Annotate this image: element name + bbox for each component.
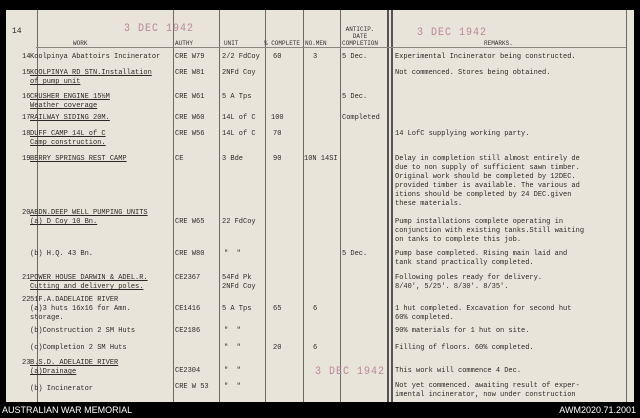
- authy-cell: CE: [175, 155, 184, 163]
- percent-cell: 90: [273, 155, 282, 163]
- authy-cell: CE1416: [175, 305, 201, 313]
- column-rule: [391, 10, 393, 402]
- authy-cell: CRE W61: [175, 93, 205, 101]
- date-stamp: 3 DEC 1942: [315, 366, 386, 379]
- column-rule: [265, 10, 266, 402]
- row-number: 15: [22, 69, 31, 77]
- column-rule: [387, 10, 389, 402]
- column-rule: [173, 10, 174, 402]
- remarks-cell: 14 LofC supplying working party.: [395, 130, 530, 138]
- remarks-cell: Pump base completed. Rising main laid and tank stand practically completed.: [395, 250, 568, 267]
- row-number: 19: [22, 155, 31, 163]
- men-cell: 10N 14SI: [304, 155, 338, 163]
- date-cell: 5 Dec.: [342, 53, 368, 61]
- work-cell: (b)Construction 2 SM Huts: [30, 327, 136, 335]
- column-rule: [219, 10, 220, 402]
- work-cell: 51F.A.DADELAIDE RIVER (a)3 huts 16x16 for Amn. storage.: [30, 296, 131, 322]
- footer-source: AUSTRALIAN WAR MEMORIAL: [2, 405, 133, 415]
- authy-cell: CRE W 53: [175, 383, 209, 391]
- unit-cell: 2NFd Coy: [222, 69, 256, 77]
- column-rule: [303, 10, 304, 402]
- authy-cell: CE2186: [175, 327, 201, 335]
- row-number: 22: [22, 296, 31, 304]
- percent-cell: 70: [273, 130, 282, 138]
- header-remarks: REMARKS.: [484, 40, 513, 47]
- work-cell: Koolpinya Abattoirs Incinerator: [30, 53, 161, 61]
- remarks-cell: This work will commence 4 Dec.: [395, 367, 522, 375]
- header-authy: AUTHY: [175, 40, 194, 47]
- work-cell: DUFF CAMP 14L of C Camp construction.: [30, 130, 106, 147]
- remarks-cell: 90% materials for 1 hut on site.: [395, 327, 530, 335]
- row-number: 20: [22, 209, 31, 217]
- date-cell: Completed: [342, 114, 380, 122]
- work-cell: (b) Incinerator: [30, 385, 94, 393]
- remarks-cell: Delay in completion still almost entirely de due to non supply of sufficient sawn timber. Original work should be completed by 12DEC. provided timber is available. The various ad itions should be completed by 24 DEC.given these materials.: [395, 155, 580, 208]
- unit-cell: " ": [224, 344, 241, 352]
- work-cell: CRUSHER ENGINE 15½M Weather coverage: [30, 93, 110, 110]
- remarks-cell: Following poles ready for delivery. 8/40', 5/25'. 8/30'. 8/35'.: [395, 274, 543, 291]
- work-cell: KOOLPINYA RD STN.Installation of pump unit: [30, 69, 152, 86]
- work-cell: ABDN.DEEP WELL PUMPING UNITS (a) D Coy 10 Bn.: [30, 209, 148, 226]
- work-cell: (b) H.Q. 43 Bn.: [30, 250, 94, 258]
- remarks-cell: Experimental Incinerator being constructed.: [395, 53, 576, 61]
- unit-cell: 14L of C: [222, 130, 256, 138]
- document-page: [6, 10, 634, 402]
- unit-cell: 22 FdCoy: [222, 218, 256, 226]
- row-number: 14: [22, 53, 31, 61]
- remarks-cell: Filling of floors. 60% completed.: [395, 344, 534, 352]
- men-cell: 6: [313, 344, 318, 352]
- header-complete: % COMPLETE: [264, 40, 301, 47]
- date-stamp: 3 DEC 1942: [124, 23, 195, 36]
- unit-cell: " ": [224, 250, 241, 258]
- header-work: WORK: [73, 40, 88, 47]
- authy-cell: CRE W79: [175, 53, 205, 61]
- percent-cell: 20: [273, 344, 282, 352]
- unit-cell: 5 A Tps: [222, 93, 252, 101]
- column-rule: [340, 10, 341, 402]
- authy-cell: CE2304: [175, 367, 201, 375]
- authy-cell: CRE W56: [175, 130, 205, 138]
- work-cell: RAILWAY SIDING 20M.: [30, 114, 110, 122]
- percent-cell: 60: [273, 53, 282, 61]
- unit-cell: 2/2 FdCoy: [222, 53, 260, 61]
- men-cell: 3: [313, 53, 318, 61]
- unit-cell: " ": [224, 367, 241, 375]
- unit-cell: 5 A Tps: [222, 305, 252, 313]
- remarks-cell: 1 hut completed. Excavation for second hut 60% completed.: [395, 305, 572, 322]
- header-anticip: ANTICIP. DATE COMPLETION: [342, 26, 379, 47]
- unit-cell: " ": [224, 327, 241, 335]
- authy-cell: CRE W60: [175, 114, 205, 122]
- date-stamp: 3 DEC 1942: [417, 27, 488, 40]
- header-men: NO.MEN: [305, 40, 327, 47]
- remarks-cell: Pump installations complete operating in conjunction with existing tanks.Still waiting on tanks to complete this job.: [395, 218, 585, 244]
- percent-cell: 65: [273, 305, 282, 313]
- row-number: 16: [22, 93, 31, 101]
- unit-cell: 3 Bde: [222, 155, 244, 163]
- percent-cell: 100: [271, 114, 284, 122]
- row-number: 21: [22, 274, 31, 282]
- row-number: 18: [22, 130, 31, 138]
- remarks-cell: Not yet commenced. awaiting result of exper- imental incinerator, now under construction: [395, 382, 580, 399]
- unit-cell: 54Fd Pk 2NFd Coy: [222, 274, 256, 291]
- men-cell: 6: [313, 305, 318, 313]
- row-number: 17: [22, 114, 31, 122]
- work-cell: (c)Completion 2 SM Huts: [30, 344, 127, 352]
- header-rule: [36, 47, 626, 48]
- unit-cell: " ": [224, 383, 241, 391]
- date-cell: 5 Dec.: [342, 250, 368, 258]
- authy-cell: CE2367: [175, 274, 201, 282]
- work-cell: POWER HOUSE DARWIN & ADEL.R. Cutting and delivery poles.: [30, 274, 148, 291]
- date-cell: 5 Dec.: [342, 93, 368, 101]
- authy-cell: CRE W65: [175, 218, 205, 226]
- remarks-cell: Not commenced. Stores being obtained.: [395, 69, 551, 77]
- work-cell: B.S.D. ADELAIDE RIVER (a)Drainage: [30, 359, 119, 376]
- authy-cell: CRE W80: [175, 250, 205, 258]
- footer-accession-id: AWM2020.71.2001: [559, 405, 636, 415]
- row-number: 23: [22, 359, 31, 367]
- authy-cell: CRE W81: [175, 69, 205, 77]
- header-unit: UNIT: [224, 40, 239, 47]
- column-rule: [626, 10, 627, 402]
- work-cell: BERRY SPRINGS REST CAMP: [30, 155, 127, 163]
- page-number: 14: [12, 27, 22, 36]
- unit-cell: 14L of C: [222, 114, 256, 122]
